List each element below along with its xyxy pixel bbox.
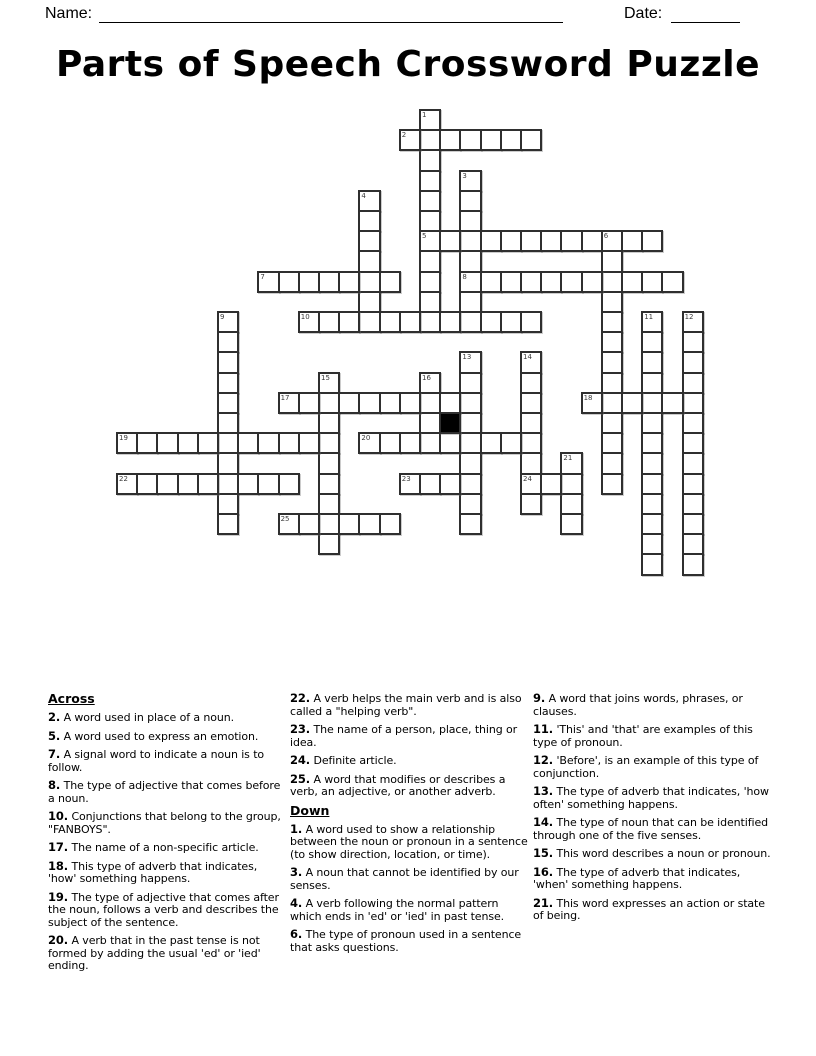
grid-cell xyxy=(500,129,522,151)
clue-5: 5. A word used to express an emotion. xyxy=(48,728,259,743)
clue-2: 2. A word used in place of a noun. xyxy=(48,710,235,724)
grid-cell xyxy=(419,149,441,171)
grid-cell xyxy=(419,170,441,192)
grid-cell xyxy=(480,230,502,252)
grid-cell xyxy=(217,452,239,474)
grid-cell xyxy=(480,271,502,293)
grid-cell xyxy=(500,230,522,252)
clue-column-3 xyxy=(533,692,775,928)
grid-cell xyxy=(217,412,239,434)
grid-cell xyxy=(439,392,461,414)
page-title: Parts of Speech Crossword Puzzle xyxy=(55,44,761,85)
grid-cell xyxy=(217,392,239,414)
cell-number-11: 11 xyxy=(644,313,654,321)
cell-number-22: 22 xyxy=(119,474,128,483)
grid-cell xyxy=(601,230,623,252)
grid-cell xyxy=(379,513,401,535)
grid-cell xyxy=(682,513,704,535)
grid-cell xyxy=(419,372,441,394)
grid-cell xyxy=(641,473,663,495)
grid-cell xyxy=(298,392,320,414)
clue-6: 6. The type of pronoun used in a sentence that asks questions. xyxy=(290,927,522,954)
clue-19: 19. The type of adjective that comes after the noun, follows a verb and describes the subject of the sentence. xyxy=(48,889,279,929)
grid-cell xyxy=(459,473,481,495)
grid-cell xyxy=(500,432,522,454)
clue-15: 15. This word describes a noun or pronoun. xyxy=(533,846,771,860)
grid-cell xyxy=(459,129,481,151)
clue-11: 11. 'This' and 'that' are examples of this type of pronoun. xyxy=(533,722,753,749)
cell-number-12: 12 xyxy=(684,313,694,321)
grid-cell xyxy=(237,473,259,495)
clue-14: 14. The type of noun that can be identified through one of the five senses. xyxy=(533,815,769,842)
grid-cell xyxy=(358,210,380,232)
grid-cell xyxy=(318,493,340,515)
cell-number-4: 4 xyxy=(361,191,366,200)
grid-cell xyxy=(278,432,300,454)
grid-cell xyxy=(379,271,401,293)
grid-cell xyxy=(601,473,623,495)
grid-cell xyxy=(318,513,340,535)
grid-cell xyxy=(641,392,663,414)
grid-cell xyxy=(419,291,441,313)
grid-cell xyxy=(560,513,582,535)
grid-cell xyxy=(399,392,421,414)
grid-cell xyxy=(641,452,663,474)
grid-cell xyxy=(419,109,441,131)
grid-cell xyxy=(682,311,704,333)
clue-10: 10. Conjunctions that belong to the group, "FANBOYS". xyxy=(48,809,281,836)
grid-cell xyxy=(560,473,582,495)
grid-cell xyxy=(682,331,704,353)
grid-cell xyxy=(641,311,663,333)
grid-cell xyxy=(399,432,421,454)
grid-cell xyxy=(459,513,481,535)
grid-cell xyxy=(278,473,300,495)
grid-cell xyxy=(601,271,623,293)
clue-7: 7. A signal word to indicate a noun is to follow. xyxy=(48,747,265,774)
grid-cell xyxy=(581,230,603,252)
cell-number-9: 9 xyxy=(220,313,225,321)
grid-cell xyxy=(459,412,481,434)
grid-cell xyxy=(459,170,481,192)
grid-cell xyxy=(338,311,360,333)
grid-cell xyxy=(399,311,421,333)
grid-cell xyxy=(641,412,663,434)
grid-cell xyxy=(358,230,380,252)
grid-cell xyxy=(358,190,380,212)
grid-cell xyxy=(419,432,441,454)
grid-cell xyxy=(520,230,542,252)
grid-cell xyxy=(682,493,704,515)
grid-cell xyxy=(439,129,461,151)
grid-cell xyxy=(278,513,300,535)
grid-cell xyxy=(439,311,461,333)
grid-cell xyxy=(338,392,360,414)
clue-23: 23. The name of a person, place, thing or idea. xyxy=(290,722,518,749)
grid-cell xyxy=(379,432,401,454)
cell-number-21: 21 xyxy=(563,454,573,463)
cell-number-19: 19 xyxy=(119,434,128,443)
grid-cell xyxy=(540,473,562,495)
grid-cell xyxy=(399,473,421,495)
cell-number-23: 23 xyxy=(401,474,411,483)
grid-cell xyxy=(459,372,481,394)
grid-cell xyxy=(682,533,704,555)
name-fill-line xyxy=(99,2,563,23)
cell-number-10: 10 xyxy=(300,313,310,321)
grid-cell xyxy=(581,392,603,414)
grid-cell xyxy=(177,432,199,454)
grid-cell xyxy=(278,392,300,414)
grid-cell xyxy=(318,452,340,474)
grid-cell xyxy=(621,271,643,293)
grid-cell xyxy=(682,372,704,394)
cell-number-16: 16 xyxy=(422,373,431,382)
grid-cell xyxy=(439,432,461,454)
grid-cell xyxy=(581,271,603,293)
clue-4: 4. A verb following the normal pattern which ends in 'ed' or 'ied' in past tense. xyxy=(290,896,505,923)
grid-cell xyxy=(601,291,623,313)
grid-cell xyxy=(298,271,320,293)
grid-cell xyxy=(459,452,481,474)
cell-number-25: 25 xyxy=(280,515,290,523)
grid-cell xyxy=(540,230,562,252)
grid-cell xyxy=(520,493,542,515)
grid-cell xyxy=(641,513,663,535)
grid-cell xyxy=(459,392,481,414)
grid-cell xyxy=(661,392,683,414)
grid-cell xyxy=(641,432,663,454)
grid-cell xyxy=(520,452,542,474)
clue-16: 16. The type of adverb that indicates, 'when' something happens. xyxy=(533,864,741,891)
grid-cell xyxy=(601,351,623,373)
grid-cell xyxy=(480,311,502,333)
grid-cell xyxy=(419,210,441,232)
grid-cell xyxy=(520,473,542,495)
grid-cell xyxy=(601,412,623,434)
grid-cell xyxy=(419,311,441,333)
grid-cell xyxy=(459,351,481,373)
cell-number-6: 6 xyxy=(603,232,609,241)
grid-cell xyxy=(439,473,461,495)
grid-cell xyxy=(358,513,380,535)
grid-cell xyxy=(682,412,704,434)
grid-cell xyxy=(641,493,663,515)
grid-cell xyxy=(318,311,340,333)
grid-cell xyxy=(621,392,643,414)
grid-cell xyxy=(298,311,320,333)
cell-number-5: 5 xyxy=(422,232,427,241)
grid-cell xyxy=(520,392,542,414)
grid-cell xyxy=(358,432,380,454)
grid-cell xyxy=(682,473,704,495)
clue-22: 22. A verb helps the main verb and is also called a "helping verb". xyxy=(290,691,522,718)
grid-cell xyxy=(641,331,663,353)
grid-cell xyxy=(419,230,441,252)
grid-cell xyxy=(399,129,421,151)
cell-number-14: 14 xyxy=(523,353,532,362)
grid-cell xyxy=(480,432,502,454)
grid-cell xyxy=(136,473,158,495)
grid-cell xyxy=(419,129,441,151)
grid-cell xyxy=(500,271,522,293)
grid-cell xyxy=(560,271,582,293)
grid-cell xyxy=(459,493,481,515)
grid-cell xyxy=(459,271,481,293)
grid-cell xyxy=(480,129,502,151)
grid-cell xyxy=(358,291,380,313)
grid-cell xyxy=(459,291,481,313)
grid-cell xyxy=(601,392,623,414)
grid-cell xyxy=(641,533,663,555)
grid-cell xyxy=(641,271,663,293)
grid-cell xyxy=(641,372,663,394)
grid-cell xyxy=(358,311,380,333)
clue-12: 12. 'Before', is an example of this type of conjunction. xyxy=(533,753,759,780)
clue-3: 3. A noun that cannot be identified by our senses. xyxy=(290,865,519,892)
grid-cell xyxy=(257,473,279,495)
grid-cell xyxy=(156,432,178,454)
cell-number-15: 15 xyxy=(321,373,330,382)
grid-cell xyxy=(520,351,542,373)
grid-cell xyxy=(621,230,643,252)
grid-cell xyxy=(661,271,683,293)
clue-18: 18. This type of adverb that indicates, 'how' something happens. xyxy=(48,858,258,885)
clue-column-2 xyxy=(290,692,528,959)
clue-9: 9. A word that joins words, phrases, or clauses. xyxy=(533,691,743,718)
grid-cell xyxy=(641,230,663,252)
grid-cell xyxy=(601,250,623,272)
grid-cell xyxy=(197,432,219,454)
clue-17: 17. The name of a non-specific article. xyxy=(48,840,259,854)
grid-cell xyxy=(318,412,340,434)
grid-cell xyxy=(217,513,239,535)
grid-cell xyxy=(379,311,401,333)
grid-cell xyxy=(520,271,542,293)
clue-25: 25. A word that modifies or describes a verb, an adjective, or another adverb. xyxy=(290,771,506,798)
grid-cell xyxy=(318,473,340,495)
grid-cell xyxy=(217,473,239,495)
clue-column-1 xyxy=(48,692,286,978)
grid-cell xyxy=(601,331,623,353)
grid-cell xyxy=(419,473,441,495)
grid-cell xyxy=(419,412,441,434)
grid-cell xyxy=(318,432,340,454)
grid-cell xyxy=(560,230,582,252)
grid-cell xyxy=(419,392,441,414)
cell-number-20: 20 xyxy=(361,434,371,443)
across-header: Across xyxy=(48,691,95,706)
grid-cell xyxy=(298,513,320,535)
grid-cell xyxy=(601,372,623,394)
grid-cell xyxy=(419,271,441,293)
cell-number-2: 2 xyxy=(401,131,407,140)
down-header: Down xyxy=(290,802,330,818)
cell-number-13: 13 xyxy=(462,353,472,362)
grid-cell xyxy=(217,311,239,333)
grid-cell xyxy=(682,432,704,454)
grid-cell xyxy=(177,473,199,495)
grid-cell xyxy=(338,513,360,535)
clue-8: 8. The type of adjective that comes before a noun. xyxy=(48,778,281,805)
grid-cell xyxy=(217,351,239,373)
cell-number-1: 1 xyxy=(422,111,427,119)
clue-21: 21. This word expresses an action or state of being. xyxy=(533,895,765,922)
grid-cell xyxy=(641,553,663,575)
grid-cell xyxy=(257,432,279,454)
grid-cell xyxy=(318,271,340,293)
grid-cell xyxy=(116,432,138,454)
grid-cell xyxy=(116,473,138,495)
grid-cell xyxy=(520,129,542,151)
grid-cell xyxy=(318,372,340,394)
grid-cell xyxy=(318,533,340,555)
grid-cell xyxy=(217,493,239,515)
grid-cell xyxy=(338,271,360,293)
grid-cell xyxy=(520,432,542,454)
name-label: Name: xyxy=(45,5,93,22)
grid-cell xyxy=(682,351,704,373)
grid-cell xyxy=(298,432,320,454)
grid-cell xyxy=(682,392,704,414)
grid-cell xyxy=(156,473,178,495)
cell-number-17: 17 xyxy=(280,393,290,402)
grid-cell xyxy=(601,432,623,454)
clue-1: 1. A word used to show a relationship between the noun or pronoun in a sentence (to show direction, location, or time). xyxy=(290,821,528,861)
grid-cell xyxy=(379,392,401,414)
grid-cell xyxy=(419,250,441,272)
grid-cell xyxy=(136,432,158,454)
grid-cell xyxy=(217,331,239,353)
blocked-cell xyxy=(439,412,461,434)
date-fill-line xyxy=(671,2,740,23)
cell-number-7: 7 xyxy=(260,272,265,281)
grid-cell xyxy=(601,452,623,474)
date-label: Date: xyxy=(624,5,663,22)
grid-cell xyxy=(682,553,704,575)
grid-cell xyxy=(419,190,441,212)
grid-cell xyxy=(358,392,380,414)
grid-cell xyxy=(358,271,380,293)
grid-cell xyxy=(237,432,259,454)
grid-cell xyxy=(197,473,219,495)
grid-cell xyxy=(459,311,481,333)
grid-cell xyxy=(459,432,481,454)
grid-cell xyxy=(459,190,481,212)
grid-cell xyxy=(682,452,704,474)
cell-number-24: 24 xyxy=(523,474,532,483)
grid-cell xyxy=(560,493,582,515)
grid-cell xyxy=(278,271,300,293)
grid-cell xyxy=(520,412,542,434)
grid-cell xyxy=(439,230,461,252)
grid-cell xyxy=(520,311,542,333)
cell-number-18: 18 xyxy=(583,393,593,402)
grid-cell xyxy=(500,311,522,333)
grid-cell xyxy=(217,432,239,454)
grid-cell xyxy=(358,250,380,272)
grid-cell xyxy=(318,392,340,414)
clue-24: 24. Definite article. xyxy=(290,753,397,767)
cell-number-8: 8 xyxy=(462,272,467,281)
cell-number-3: 3 xyxy=(462,171,467,180)
grid-cell xyxy=(520,372,542,394)
grid-cell xyxy=(560,452,582,474)
grid-cell xyxy=(459,230,481,252)
grid-cell xyxy=(540,271,562,293)
grid-cell xyxy=(217,372,239,394)
grid-cell xyxy=(459,250,481,272)
clue-20: 20. A verb that in the past tense is not formed by adding the usual 'ed' or 'ied' ending. xyxy=(48,933,261,972)
grid-cell xyxy=(601,311,623,333)
grid-cell xyxy=(459,210,481,232)
clue-13: 13. The type of adverb that indicates, 'how often' something happens. xyxy=(533,784,769,811)
grid-cell xyxy=(257,271,279,293)
grid-cell xyxy=(641,351,663,373)
crossword-grid xyxy=(117,110,703,575)
